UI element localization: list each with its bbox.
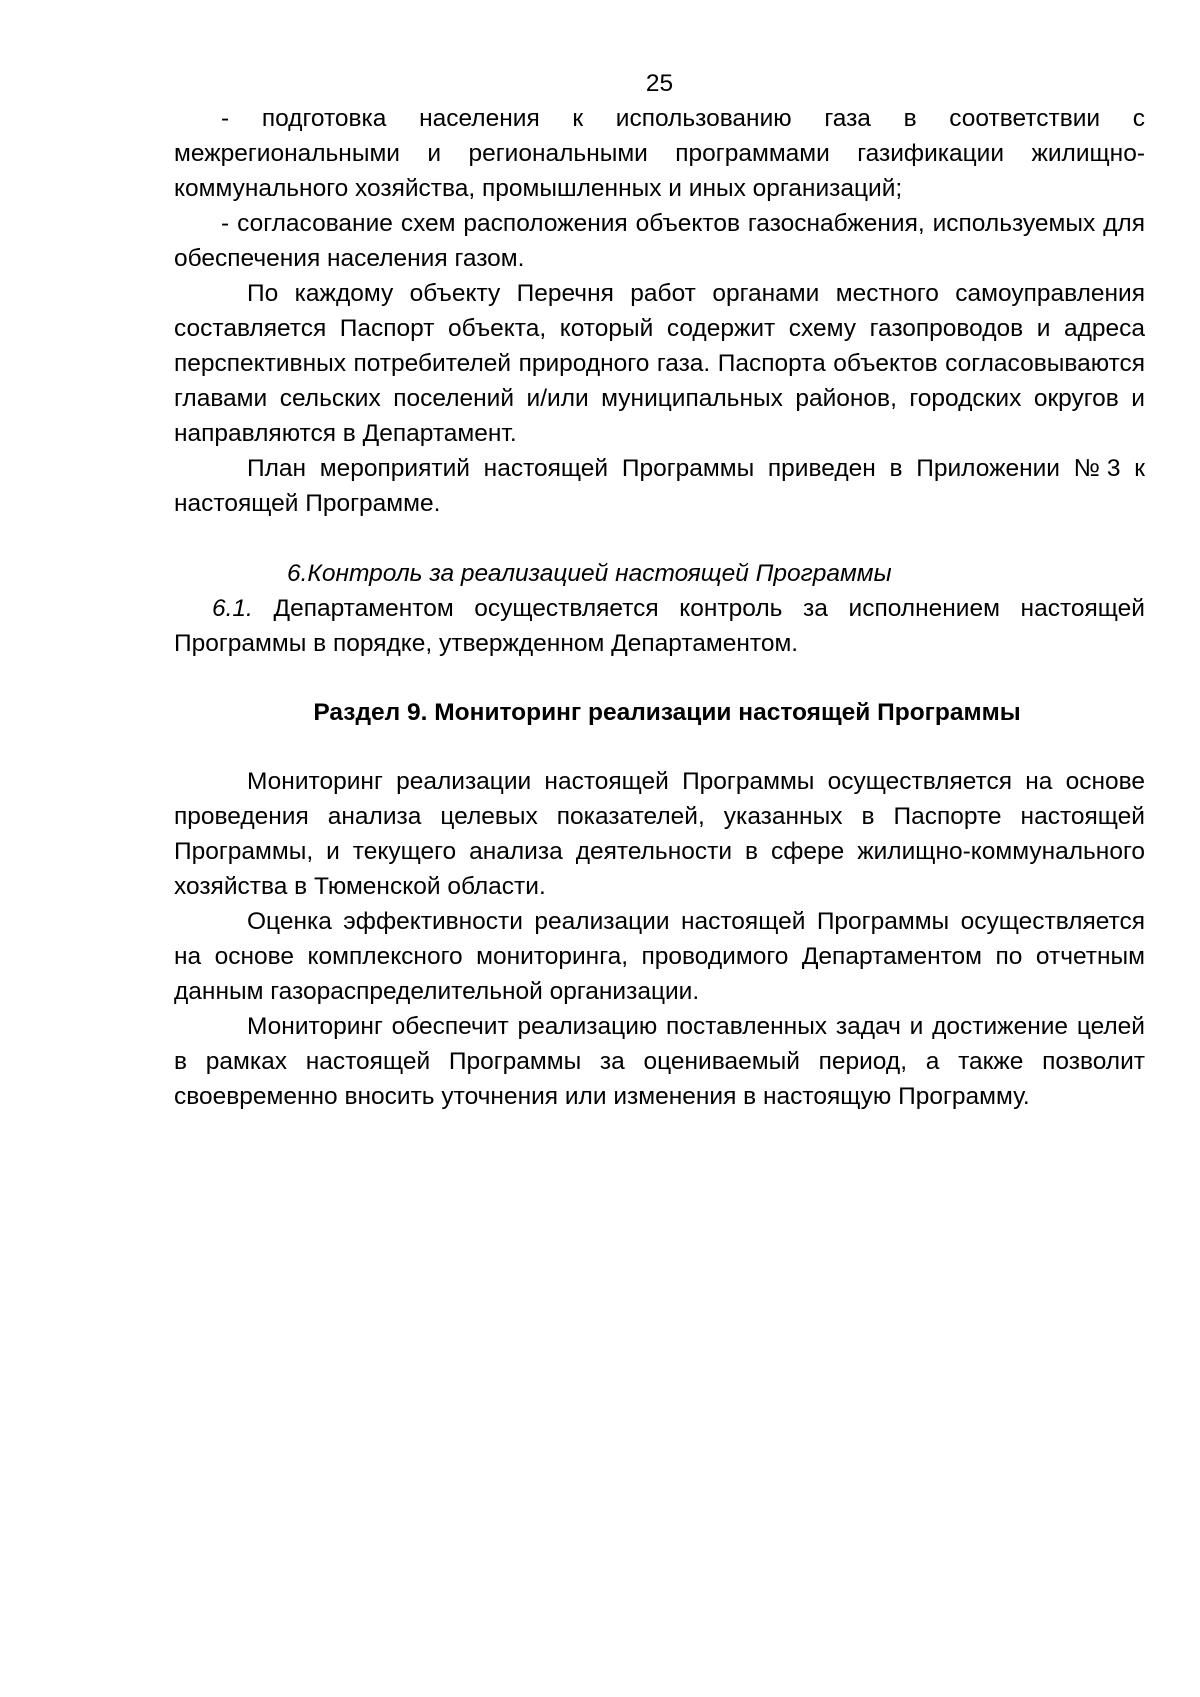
paragraph: План мероприятий настоящей Программы приведен в Приложении №3 к настоящей Программе. [174,455,1145,517]
list-item: - согласование схем расположения объектов газоснабжения, используемых для обеспечения населения газом. [174,210,1145,272]
page-content [174,66,1145,1114]
page-number: 25 [645,70,674,97]
list-item: - подготовка населения к использованию газа в соответствии с межрегиональными и региональными программами газификации жилищно-коммунального хозяйства, промышленных и иных организаций; [174,105,1145,202]
paragraph [174,591,1145,661]
clause-number: 6.1. [212,595,253,622]
paragraph: Оценка эффективности реализации настоящей Программы осуществляется на основе комплексного мониторинга, проводимого Департаментом по отчетным данным газораспределительной организации. [174,908,1145,1005]
paragraph: По каждому объекту Перечня работ органами местного самоуправления составляется Паспорт объекта, который содержит схему газопроводов и адреса перспективных потребителей природного газа. Паспорта объектов согласовываются главами сельских поселений и/или муниципальных районов, городских округов и направляются в Департамент. [174,280,1145,447]
subsection-title: 6.Контроль за реализацией настоящей Программы [287,560,892,587]
section-heading: Раздел 9. Мониторинг реализации настоящей Программы [313,699,1021,726]
clause-text: Департаментом осуществляется контроль за исполнением настоящей Программы в порядке, утвержденном Департаментом. [174,595,1145,657]
paragraph: Мониторинг реализации настоящей Программы осуществляется на основе проведения анализа целевых показателей, указанных в Паспорте настоящей Программы, и текущего анализа деятельности в сфере жилищно-коммунального хозяйства в Тюменской области. [174,768,1145,900]
paragraph: Мониторинг обеспечит реализацию поставленных задач и достижение целей в рамках настоящей Программы за оцениваемый период, а также позволит своевременно вносить уточнения или изменения в настоящую Программу. [174,1013,1145,1110]
